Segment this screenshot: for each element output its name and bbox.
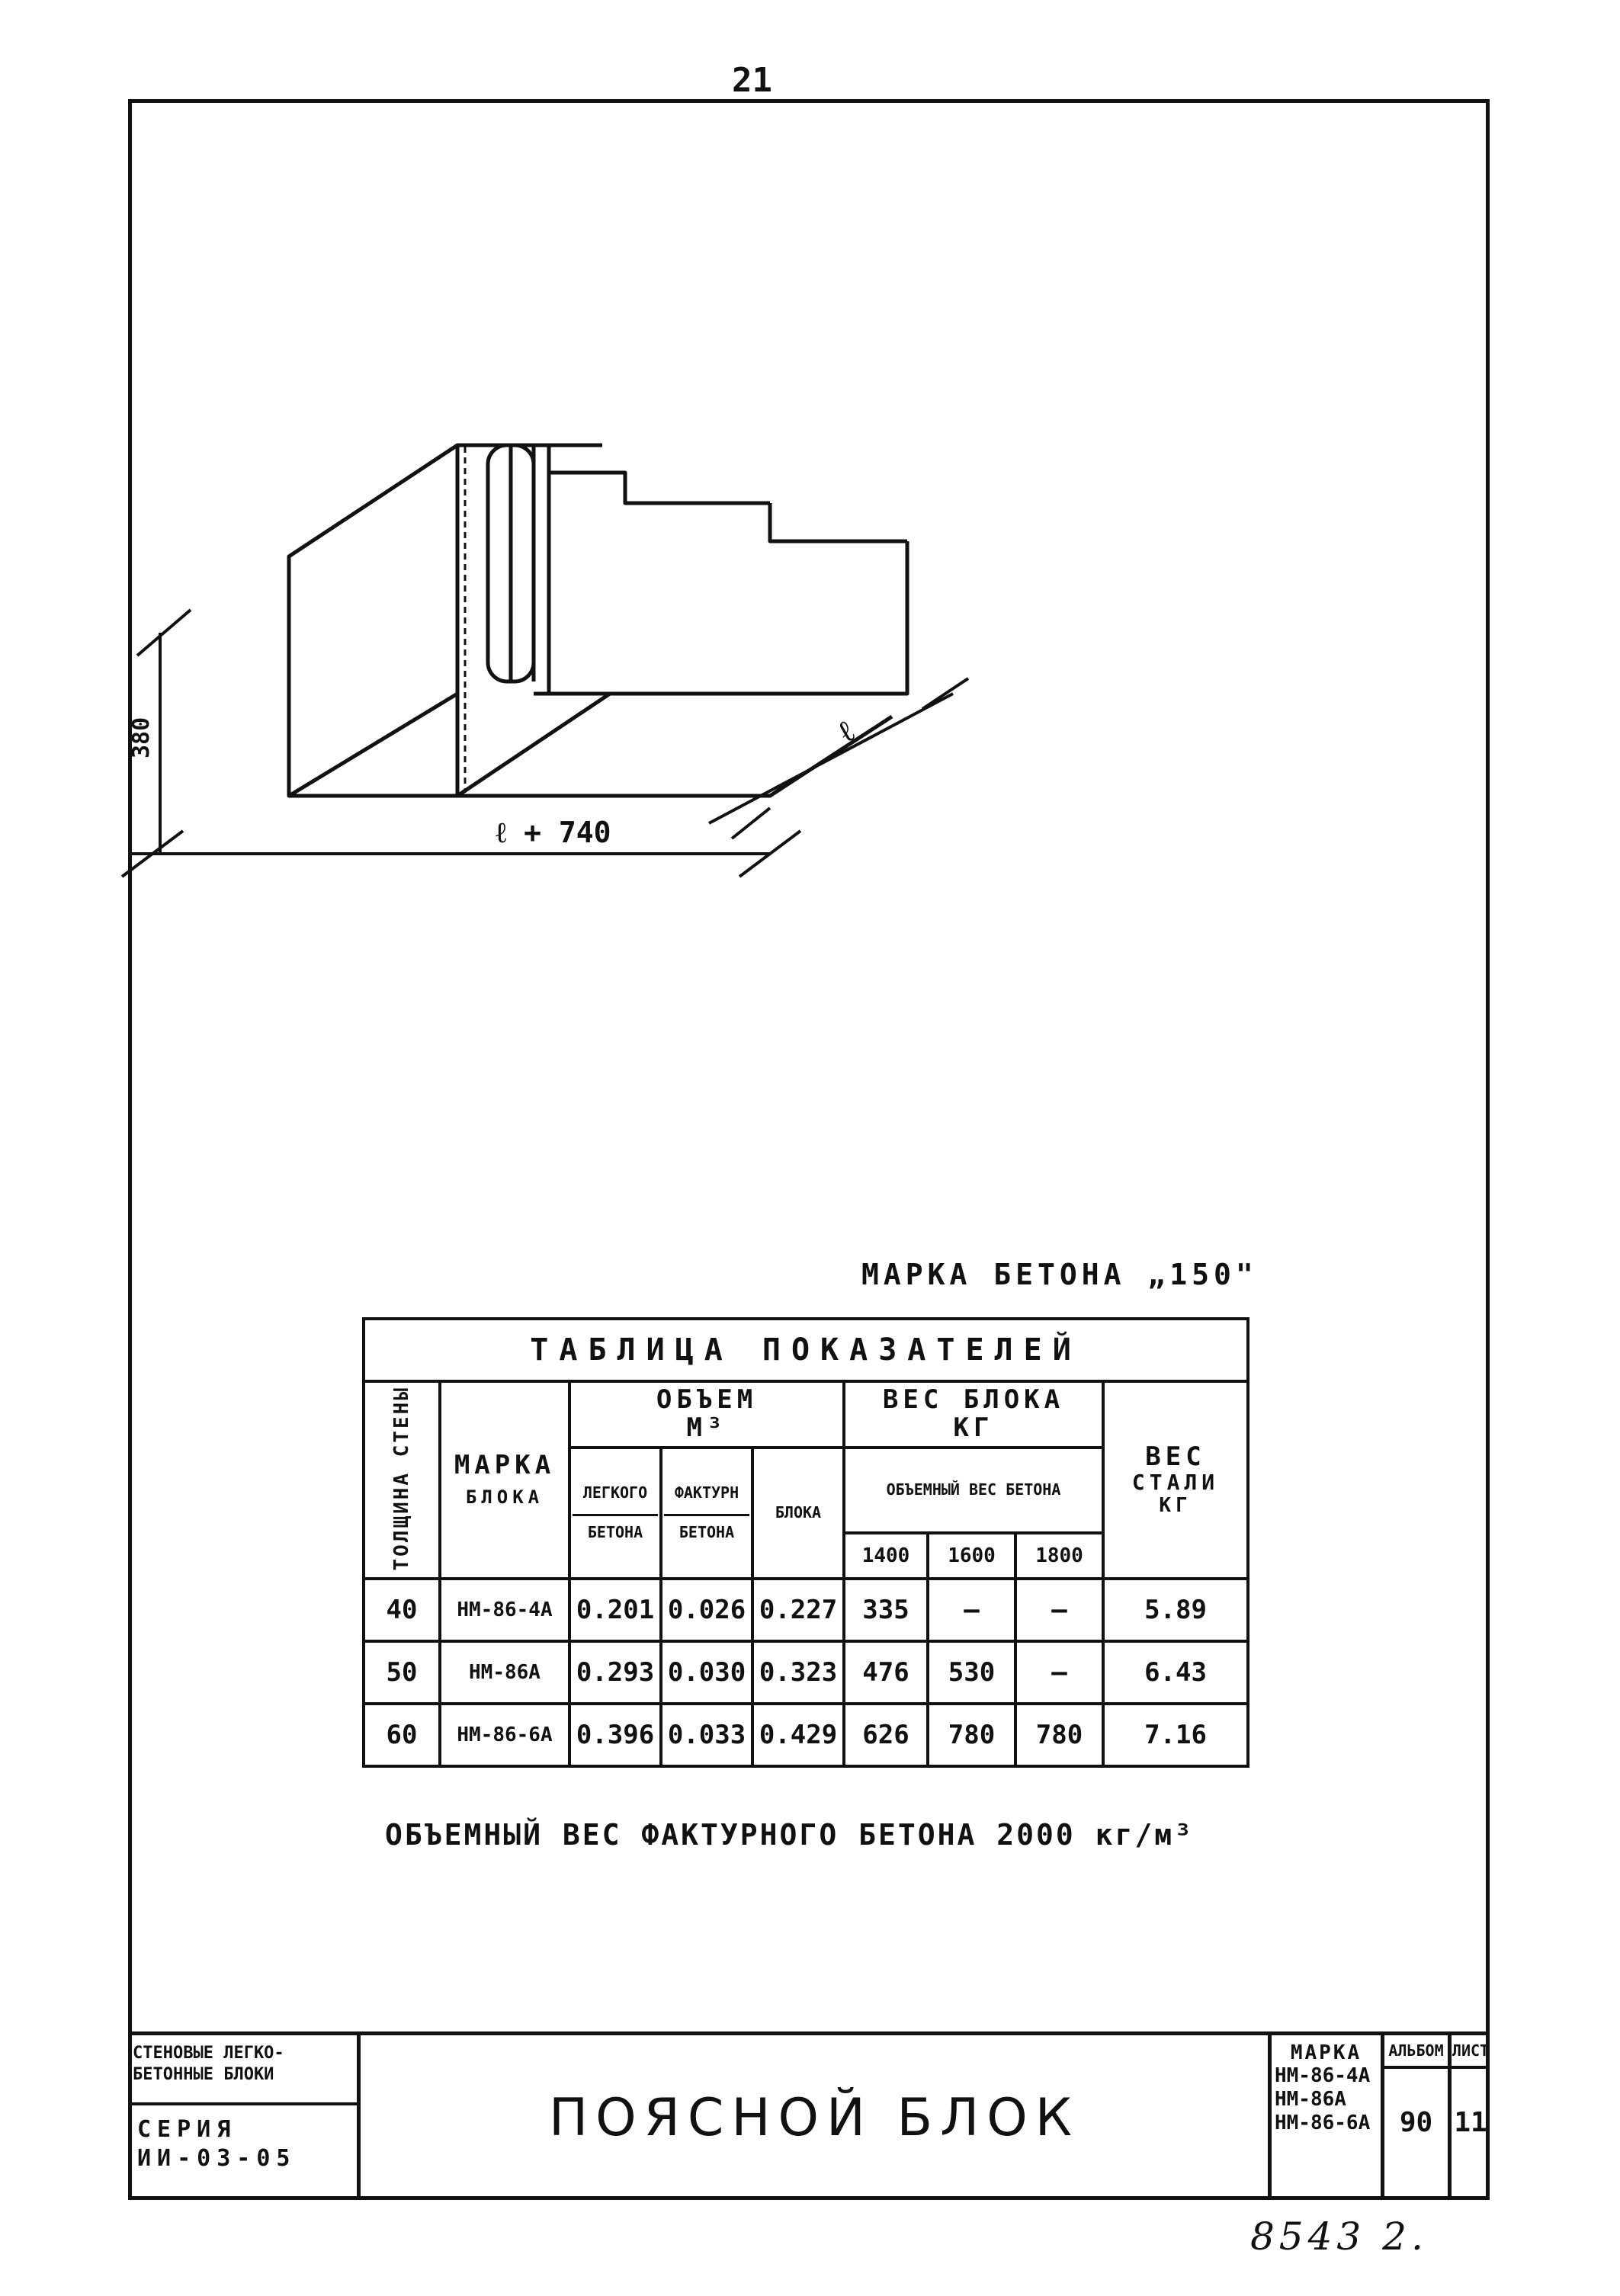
height-dim-text: 380	[128, 717, 155, 758]
cell-w1600: 530	[928, 1641, 1015, 1704]
cell-thickness: 60	[364, 1704, 440, 1766]
header-marka: МАРКА БЛОКА	[440, 1381, 569, 1579]
cell-vol-block: 0.323	[752, 1641, 844, 1704]
mark-item: НМ-86А	[1275, 2088, 1346, 2112]
cell-w1800: —	[1015, 1579, 1103, 1641]
series-divider	[128, 2102, 357, 2105]
indicators-table-wrap	[362, 1317, 1246, 1768]
depth-dim-line	[709, 694, 953, 823]
marks-cell	[1268, 2035, 1381, 2200]
series-cell	[128, 2035, 361, 2200]
sheet-heading: ЛИСТ	[1452, 2035, 1490, 2069]
block-drawing-svg	[128, 442, 1304, 915]
series-label: СТЕНОВЫЕ ЛЕГКО-БЕТОННЫЕ БЛОКИ	[133, 2044, 284, 2084]
cell-w1400: 626	[844, 1704, 928, 1766]
cell-marka: НМ-86-6А	[440, 1704, 569, 1766]
cell-vol-light: 0.201	[569, 1579, 661, 1641]
cell-w1400: 476	[844, 1641, 928, 1704]
sheet-frame	[128, 99, 1490, 2200]
archive-number: 8543 2.	[1250, 2214, 1428, 2259]
cell-marka: НМ-86А	[440, 1641, 569, 1704]
cell-marka: НМ-86-4А	[440, 1579, 569, 1641]
cell-steel: 6.43	[1103, 1641, 1248, 1704]
cell-steel: 7.16	[1103, 1704, 1248, 1766]
mark-item: НМ-86-4А	[1275, 2064, 1371, 2087]
cell-thickness: 40	[364, 1579, 440, 1641]
series-word: СЕРИЯ	[137, 2116, 237, 2143]
cell-vol-light: 0.396	[569, 1704, 661, 1766]
header-steel-weight: ВЕС СТАЛИ КГ	[1103, 1381, 1248, 1579]
cell-vol-block: 0.429	[752, 1704, 844, 1766]
facing-concrete-density-note: ОБЪЕМНЫЙ ВЕС ФАКТУРНОГО БЕТОНА 2000 кг/м³	[385, 1818, 1194, 1852]
cell-w1600: —	[928, 1579, 1015, 1641]
header-density-sub: ОБЪЕМНЫЙ ВЕС БЕТОНА	[844, 1448, 1103, 1533]
series-code-block	[137, 2115, 297, 2173]
cell-steel: 5.89	[1103, 1579, 1248, 1641]
table-title: ТАБЛИЦА ПОКАЗАТЕЛЕЙ	[364, 1319, 1248, 1381]
table-row	[364, 1579, 1248, 1641]
cell-vol-block: 0.227	[752, 1579, 844, 1641]
header-density-1800: 1800	[1015, 1533, 1103, 1579]
series-code: ИИ-03-05	[137, 2144, 297, 2172]
table-row	[364, 1641, 1248, 1704]
header-vol-light: ЛЕГКОГО БЕТОНА	[569, 1448, 661, 1579]
header-thickness: ТОЛЩИНА СТЕНЫ	[364, 1381, 440, 1579]
marks-heading: МАРКА	[1290, 2041, 1362, 2064]
mark-item: НМ-86-6А	[1275, 2112, 1371, 2135]
header-vol-block: БЛОКА	[752, 1448, 844, 1579]
cell-w1800: 780	[1015, 1704, 1103, 1766]
title-block	[128, 2031, 1490, 2200]
block-isometric-drawing	[128, 442, 1304, 915]
length-dim-text: ℓ + 740	[496, 816, 611, 849]
album-number: 90	[1399, 2107, 1433, 2138]
concrete-grade-note: МАРКА БЕТОНА „150"	[861, 1258, 1258, 1291]
indicators-table	[362, 1317, 1249, 1768]
table-row	[364, 1704, 1248, 1766]
drawing-title: ПОЯСНОЙ БЛОК	[548, 2087, 1080, 2148]
sheet-number: 11	[1454, 2107, 1487, 2138]
depth-dim-text: ℓ	[832, 713, 860, 750]
cell-vol-light: 0.293	[569, 1641, 661, 1704]
header-density-1600: 1600	[928, 1533, 1015, 1579]
album-heading: АЛЬБОМ	[1384, 2035, 1448, 2069]
header-weight: ВЕС БЛОКА КГ	[844, 1381, 1103, 1448]
cell-w1400: 335	[844, 1579, 928, 1641]
cell-vol-facing: 0.026	[661, 1579, 752, 1641]
page-number: 21	[732, 61, 772, 100]
cell-vol-facing: 0.033	[661, 1704, 752, 1766]
album-cell	[1381, 2035, 1448, 2200]
header-vol-facing: ФАКТУРН БЕТОНА	[661, 1448, 752, 1579]
cell-w1800: —	[1015, 1641, 1103, 1704]
header-volume: ОБЪЕМ М³	[569, 1381, 844, 1448]
cell-thickness: 50	[364, 1641, 440, 1704]
sheet-cell	[1448, 2035, 1490, 2200]
cell-vol-facing: 0.030	[661, 1641, 752, 1704]
header-density-1400: 1400	[844, 1533, 928, 1579]
cell-w1600: 780	[928, 1704, 1015, 1766]
